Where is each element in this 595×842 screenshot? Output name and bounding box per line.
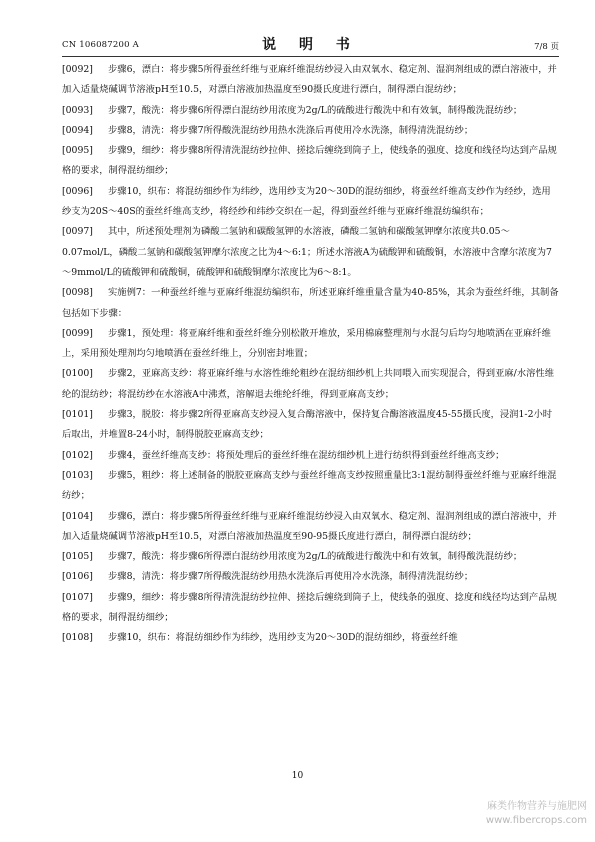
paragraph xyxy=(62,547,559,567)
description-body xyxy=(62,60,559,649)
paragraph-text: 步骤8，清洗：将步骤7所得酸洗混纺纱用热水洗涤后再使用冷水洗涤，制得清洗混纺纱； xyxy=(108,124,474,136)
paragraph-text: 步骤5，粗纱：将上述制备的脱胶亚麻高支纱与蚕丝纤维高支纱按照重量比3:1混纺制得蚕丝纤维与亚麻纤维混纺纱； xyxy=(62,469,557,502)
paragraph-number: [0102] xyxy=(62,449,93,461)
paragraph xyxy=(62,283,559,324)
paragraph-text: 步骤4，蚕丝纤维高支纱：将预处理后的蚕丝纤维在混纺细纱机上进行纺织得到蚕丝纤维高支纱； xyxy=(108,449,505,461)
paragraph xyxy=(62,141,559,182)
paragraph xyxy=(62,446,559,466)
paragraph-number: [0106] xyxy=(62,571,93,583)
paragraph-number: [0101] xyxy=(62,409,93,421)
paragraph xyxy=(62,588,559,629)
page-header xyxy=(62,34,559,56)
paragraph-text: 步骤6，漂白：将步骤5所得蚕丝纤维与亚麻纤维混纺纱浸入由双氧水、稳定剂、湿润剂组成的漂白溶液中，并加入适量烧碱调节溶液pH至10.5，对漂白溶液加热温度至90摄氏度进行漂白，制得漂白混纺纱； xyxy=(62,64,557,96)
page-number: 10 xyxy=(291,771,304,781)
paragraph-text: 步骤7，酸洗：将步骤6所得漂白混纺纱用浓度为2g/L的硫酸进行酸洗中和有效氧，制得酸洗混纺纱； xyxy=(108,104,523,116)
paragraph-number: [0096] xyxy=(62,185,93,197)
paragraph xyxy=(62,507,559,548)
site-watermark xyxy=(486,800,587,828)
watermark-site-name: 麻类作物营养与施肥网 xyxy=(487,801,587,812)
paragraph-text: 实施例7：一种蚕丝纤维与亚麻纤维混纺编织布，所述亚麻纤维重量含量为40-85%，其余为蚕丝纤维，其制备包括如下步骤： xyxy=(62,287,559,319)
paragraph-number: [0105] xyxy=(62,551,93,563)
paragraph xyxy=(62,60,559,101)
paragraph-number: [0095] xyxy=(62,145,93,157)
paragraph-text: 步骤6，漂白：将步骤5所得蚕丝纤维与亚麻纤维混纺纱浸入由双氧水、稳定剂、湿润剂组成的漂白溶液中，并加入适量烧碱调节溶液pH至10.5，对漂白溶液加热温度至90-95摄氏度进行漂白，制得漂白混纺纱； xyxy=(62,510,557,542)
paragraph-number: [0097] xyxy=(62,226,93,238)
paragraph-number: [0108] xyxy=(62,632,93,644)
paragraph xyxy=(62,405,559,446)
paragraph-number: [0107] xyxy=(62,591,93,603)
header-rule xyxy=(62,56,559,57)
document-id: CN 106087200 A xyxy=(62,40,139,50)
paragraph xyxy=(62,101,559,121)
paragraph-text: 步骤2，亚麻高支纱：将亚麻纤维与水溶性维纶粗纱在混纺细纱机上共同喂入而实现混合，得到亚麻/水溶性维纶的混纺纱；将混纺纱在水溶液A中沸煮，溶解退去维纶纤维，得到亚麻高支纱； xyxy=(62,368,555,400)
watermark-url: www.fibercrops.com xyxy=(485,815,587,826)
paragraph-number: [0093] xyxy=(62,104,93,116)
paragraph-text: 步骤9，细纱：将步骤8所得清洗混纺纱拉伸、搓捻后缠绕到筒子上，使线条的强度、捻度和线径均达到产品规格的要求，制得混纺细纱； xyxy=(62,145,557,177)
paragraph xyxy=(62,567,559,587)
paragraph-text: 其中，所述预处理剂为磷酸二氢钠和碳酸氢钾的水溶液，磷酸二氢钠和碳酸氢钾摩尔浓度共0.05～0.07mol/L，磷酸二氢钠和碳酸氢钾摩尔浓度之比为4～6:1；所述水溶液A为硫酸钾和硫酸铜，水溶液中含摩尔浓度为7～9mmol/L的硫酸钾和硫酸铜，硫酸钾和硫酸铜摩尔浓度比为6～8:1。 xyxy=(62,226,552,278)
page-count: 7/8 页 xyxy=(534,42,559,52)
paragraph-number: [0103] xyxy=(62,469,93,481)
paragraph xyxy=(62,324,559,365)
paragraph-number: [0099] xyxy=(62,327,93,339)
paragraph-number: [0094] xyxy=(62,124,93,136)
paragraph-number: [0092] xyxy=(62,64,93,75)
paragraph-text: 步骤1，预处理：将亚麻纤维和蚕丝纤维分别松散开堆放，采用棉麻整理剂与水混匀后均匀地喷洒在亚麻纤维上，采用预处理剂均匀地喷洒在蚕丝纤维上，分别密封堆置； xyxy=(62,327,551,360)
paragraph-number: [0104] xyxy=(62,510,93,522)
paragraph-number: [0100] xyxy=(62,368,93,380)
document-title: 说 明 书 xyxy=(262,37,359,53)
paragraph xyxy=(62,182,559,223)
paragraph xyxy=(62,364,559,405)
paragraph xyxy=(62,222,559,283)
paragraph-text: 步骤8，清洗：将步骤7所得酸洗混纺纱用热水洗涤后再使用冷水洗涤，制得清洗混纺纱； xyxy=(108,571,474,583)
paragraph xyxy=(62,121,559,141)
paragraph-text: 步骤3，脱胶：将步骤2所得亚麻高支纱浸入复合酶溶液中，保持复合酶溶液温度45-55摄氏度，浸润1-2小时后取出，并堆置8-24小时，制得脱胶亚麻高支纱； xyxy=(62,409,553,441)
paragraph xyxy=(62,466,559,507)
paragraph-text: 步骤7，酸洗：将步骤6所得漂白混纺纱用浓度为2g/L的硫酸进行酸洗中和有效氧，制得酸洗混纺纱； xyxy=(108,551,523,563)
paragraph-number: [0098] xyxy=(62,287,93,299)
paragraph-text: 步骤10，织布：将混纺细纱作为纬纱，选用纱支为20～30D的混纺细纱，将蚕丝纤维 xyxy=(108,632,458,644)
paragraph-text: 步骤10，织布：将混纺细纱作为纬纱，选用纱支为20～30D的混纺细纱，将蚕丝纤维高支纱作为经纱，选用纱支为20S～40S的蚕丝纤维高支纱，将经纱和纬纱交织在一起，得到蚕丝纤维与亚麻纤维混纺编织布； xyxy=(62,185,551,218)
paragraph xyxy=(62,628,559,648)
paragraph-text: 步骤9，细纱：将步骤8所得清洗混纺纱拉伸、搓捻后缠绕到筒子上，使线条的强度、捻度和线径均达到产品规格的要求，制得混纺细纱； xyxy=(62,591,557,624)
